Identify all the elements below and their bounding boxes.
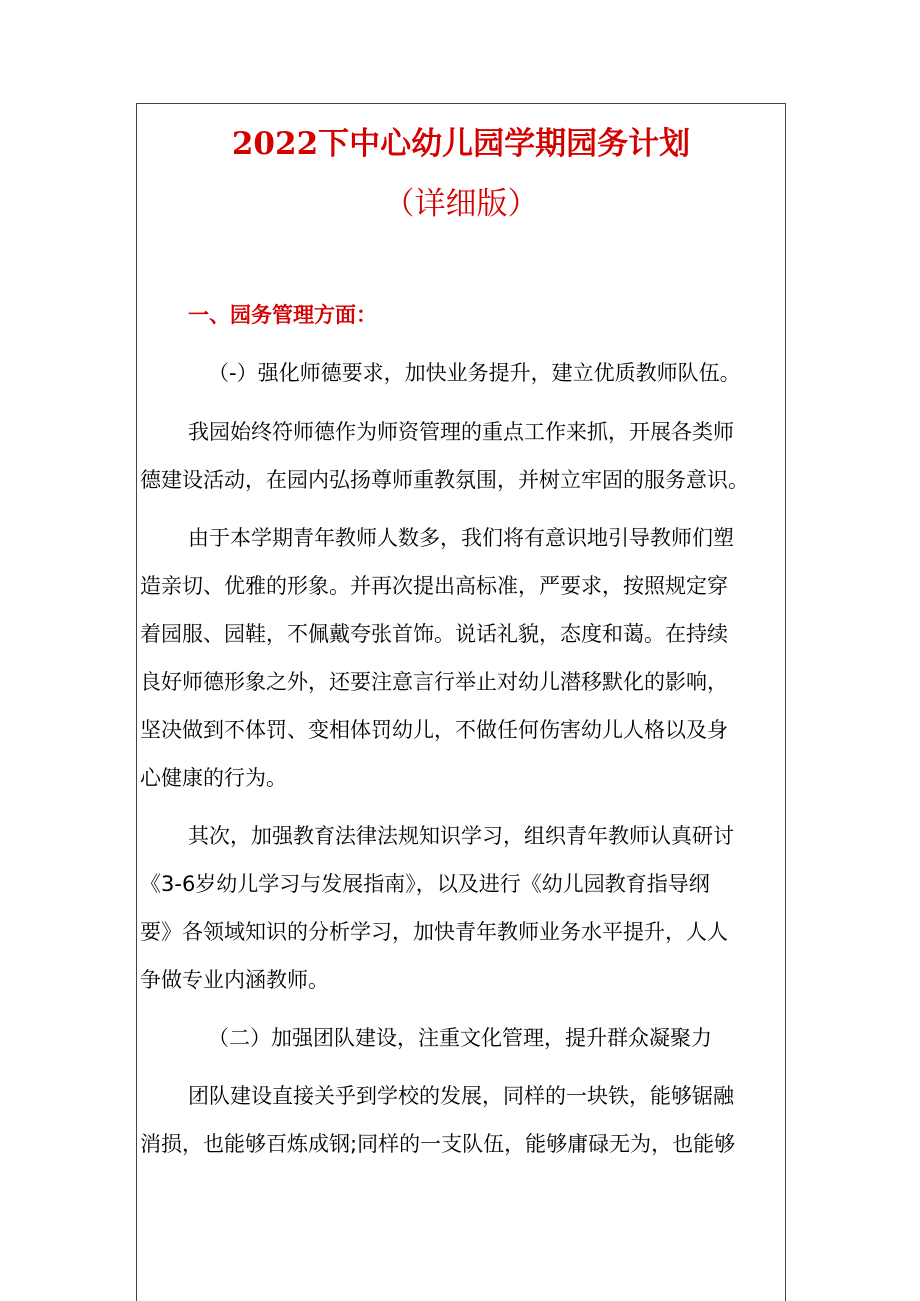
subsection-heading-1: （-）强化师德要求，加快业务提升，建立优质教师队伍。 (208, 361, 741, 385)
paragraph-line: 坚决做到不体罚、变相体罚幼儿，不做任何伤害幼儿人格以及身 (140, 718, 728, 742)
paragraph-line: 要》各领域知识的分析学习，加快青年教师业务水平提升，人人 (140, 920, 728, 944)
paragraph-line: 我园始终符师德作为师资管理的重点工作来抓，开展各类师 (188, 420, 734, 444)
paragraph-line: 着园服、园鞋，不佩戴夸张首饰。说话礼貌，态度和蔼。在持续 (140, 622, 728, 646)
paragraph-line: 由于本学期青年教师人数多，我们将有意识地引导教师们塑 (188, 526, 734, 550)
paragraph-line: 团队建设直接关乎到学校的发展，同样的一块铁，能够锯融 (188, 1084, 734, 1108)
paragraph-line: 良好师德形象之外，还要注意言行举止对幼儿潜移默化的影响， (140, 670, 728, 694)
paragraph-line: 造亲切、优雅的形象。并再次提出高标准，严要求，按照规定穿 (140, 574, 728, 598)
subsection-heading-2: （二）加强团队建设，注重文化管理，提升群众凝聚力 (208, 1026, 712, 1050)
paragraph-line: 德建设活动，在园内弘扬尊师重教氛围，并树立牢固的服务意识。 (140, 468, 749, 492)
paragraph-line: 其次，加强教育法律法规知识学习，组织青年教师认真研讨 (188, 824, 734, 848)
section-heading: 一、园务管理方面： (188, 303, 377, 327)
page-border (136, 103, 786, 1301)
document-title: 2022下中心幼儿园学期园务计划 (231, 126, 691, 162)
paragraph-line: 争做专业内涵教师。 (140, 968, 329, 992)
paragraph-line: 消损，也能够百炼成钢;同样的一支队伍，能够庸碌无为，也能够 (140, 1132, 736, 1156)
paragraph-line: 《3-6岁幼儿学习与发展指南》，以及进行《幼儿园教育指导纲 (140, 872, 710, 896)
paragraph-line: 心健康的行为。 (140, 766, 287, 790)
document-subtitle: （详细版） (383, 186, 539, 222)
